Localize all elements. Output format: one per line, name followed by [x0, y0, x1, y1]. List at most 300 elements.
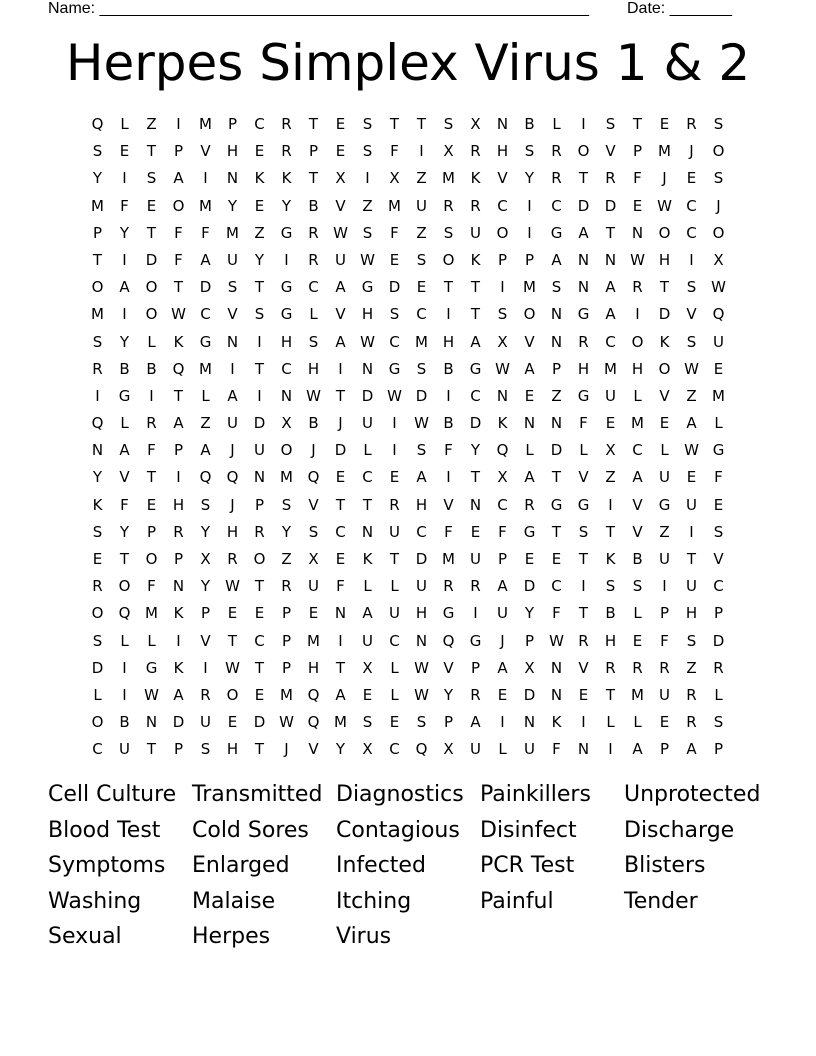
grid-letter[interactable]: M [523, 278, 536, 297]
grid-letter[interactable]: U [227, 414, 238, 433]
grid-letter[interactable]: C [632, 441, 643, 460]
grid-letter[interactable]: B [524, 115, 535, 133]
grid-letter[interactable]: Y [524, 604, 535, 623]
grid-letter[interactable]: G [658, 495, 671, 514]
grid-letter[interactable]: T [173, 278, 184, 297]
grid-letter[interactable]: M [307, 631, 320, 650]
grid-letter[interactable]: O [712, 223, 725, 242]
grid-letter[interactable]: R [92, 359, 103, 378]
grid-letter[interactable]: W [684, 441, 699, 460]
grid-letter[interactable]: T [308, 115, 319, 133]
grid-letter[interactable]: I [122, 685, 127, 704]
grid-letter[interactable]: I [284, 250, 289, 269]
grid-letter[interactable]: C [92, 740, 103, 759]
grid-letter[interactable]: G [145, 658, 158, 677]
grid-letter[interactable]: G [550, 495, 563, 514]
grid-letter[interactable]: S [605, 115, 616, 133]
grid-letter[interactable]: Y [227, 196, 238, 215]
grid-letter[interactable]: C [497, 495, 508, 514]
grid-letter[interactable]: Z [551, 386, 562, 405]
grid-letter[interactable]: L [660, 441, 669, 460]
grid-letter[interactable]: I [122, 658, 127, 677]
grid-letter[interactable]: F [147, 441, 156, 460]
grid-letter[interactable]: A [335, 278, 346, 297]
grid-letter[interactable]: N [253, 468, 266, 487]
grid-letter[interactable]: Y [92, 169, 103, 188]
grid-letter[interactable]: H [415, 604, 428, 623]
grid-letter[interactable]: D [253, 414, 266, 433]
grid-letter[interactable]: L [309, 305, 318, 324]
grid-letter[interactable]: O [253, 550, 266, 568]
grid-letter[interactable]: F [714, 468, 723, 487]
grid-letter[interactable]: Z [416, 169, 427, 188]
grid-letter[interactable]: R [254, 522, 265, 541]
grid-letter[interactable]: P [443, 713, 454, 732]
grid-letter[interactable]: H [496, 142, 509, 161]
grid-letter[interactable]: J [230, 441, 235, 460]
grid-letter[interactable]: Y [200, 522, 211, 541]
grid-letter[interactable]: P [308, 142, 319, 161]
grid-letter[interactable]: F [120, 495, 129, 514]
grid-letter[interactable]: I [689, 522, 694, 541]
grid-letter[interactable]: S [713, 169, 724, 188]
grid-letter[interactable]: V [632, 495, 643, 514]
grid-letter[interactable]: H [442, 332, 455, 351]
grid-letter[interactable]: O [91, 278, 104, 297]
grid-letter[interactable]: E [335, 550, 346, 568]
grid-letter[interactable]: W [711, 278, 726, 297]
grid-letter[interactable]: R [578, 631, 589, 650]
grid-letter[interactable]: K [173, 658, 184, 677]
grid-letter[interactable]: T [254, 740, 265, 759]
grid-letter[interactable]: X [389, 169, 400, 188]
grid-letter[interactable]: T [119, 550, 130, 568]
grid-letter[interactable]: N [577, 250, 590, 269]
grid-letter[interactable]: I [338, 359, 343, 378]
grid-letter[interactable]: S [713, 522, 724, 541]
grid-letter[interactable]: T [254, 577, 265, 596]
grid-letter[interactable]: E [551, 550, 562, 568]
grid-letter[interactable]: T [254, 359, 265, 378]
grid-letter[interactable]: E [335, 468, 346, 487]
grid-letter[interactable]: X [362, 740, 373, 759]
grid-letter[interactable]: S [227, 278, 238, 297]
grid-letter[interactable]: G [577, 386, 590, 405]
grid-letter[interactable]: F [552, 604, 561, 623]
grid-letter[interactable]: S [362, 713, 373, 732]
grid-letter[interactable]: X [281, 414, 292, 433]
grid-letter[interactable]: E [713, 495, 724, 514]
grid-letter[interactable]: A [686, 414, 697, 433]
grid-letter[interactable]: T [146, 740, 157, 759]
grid-letter[interactable]: E [632, 631, 643, 650]
grid-letter[interactable]: B [119, 713, 130, 732]
grid-letter[interactable]: P [713, 740, 724, 759]
grid-letter[interactable]: Q [199, 468, 212, 487]
grid-letter[interactable]: L [363, 441, 372, 460]
grid-letter[interactable]: Q [226, 468, 239, 487]
grid-letter[interactable]: F [444, 441, 453, 460]
grid-letter[interactable]: S [146, 169, 157, 188]
grid-letter[interactable]: C [551, 577, 562, 596]
grid-letter[interactable]: E [659, 115, 670, 133]
grid-letter[interactable]: S [200, 495, 211, 514]
grid-letter[interactable]: I [392, 414, 397, 433]
grid-letter[interactable]: D [604, 196, 617, 215]
grid-letter[interactable]: R [281, 577, 292, 596]
grid-letter[interactable]: A [551, 250, 562, 269]
grid-letter[interactable]: Z [254, 223, 265, 242]
grid-letter[interactable]: O [145, 550, 158, 568]
grid-letter[interactable]: S [524, 142, 535, 161]
grid-letter[interactable]: I [176, 115, 181, 133]
grid-letter[interactable]: W [387, 386, 402, 405]
grid-letter[interactable]: S [308, 522, 319, 541]
grid-letter[interactable]: P [497, 550, 508, 568]
grid-letter[interactable]: K [470, 169, 481, 188]
grid-letter[interactable]: D [415, 386, 428, 405]
grid-letter[interactable]: E [362, 685, 373, 704]
grid-letter[interactable]: R [146, 414, 157, 433]
grid-letter[interactable]: Z [686, 386, 697, 405]
grid-letter[interactable]: T [146, 468, 157, 487]
grid-letter[interactable]: R [200, 685, 211, 704]
grid-letter[interactable]: T [389, 550, 400, 568]
grid-letter[interactable]: Z [659, 522, 670, 541]
grid-letter[interactable]: X [443, 142, 454, 161]
grid-letter[interactable]: Y [119, 223, 130, 242]
grid-letter[interactable]: X [443, 740, 454, 759]
grid-letter[interactable]: K [497, 414, 508, 433]
grid-letter[interactable]: R [470, 685, 481, 704]
grid-letter[interactable]: A [632, 468, 643, 487]
grid-letter[interactable]: I [257, 332, 262, 351]
grid-letter[interactable]: U [362, 631, 373, 650]
grid-letter[interactable]: R [659, 658, 670, 677]
grid-letter[interactable]: E [227, 604, 238, 623]
grid-letter[interactable]: E [632, 196, 643, 215]
grid-letter[interactable]: S [362, 115, 373, 133]
grid-letter[interactable]: W [171, 305, 186, 324]
grid-letter[interactable]: O [712, 142, 725, 161]
grid-letter[interactable]: Q [307, 685, 320, 704]
grid-letter[interactable]: D [91, 658, 104, 677]
grid-letter[interactable]: E [686, 169, 697, 188]
grid-letter[interactable]: Y [281, 196, 292, 215]
grid-letter[interactable]: R [686, 685, 697, 704]
grid-letter[interactable]: H [226, 740, 239, 759]
grid-letter[interactable]: X [713, 250, 724, 269]
grid-letter[interactable]: T [470, 278, 481, 297]
grid-letter[interactable]: I [608, 740, 613, 759]
grid-letter[interactable]: S [362, 223, 373, 242]
grid-letter[interactable]: D [658, 305, 671, 324]
grid-letter[interactable]: B [443, 359, 454, 378]
grid-letter[interactable]: P [146, 522, 157, 541]
grid-letter[interactable]: X [497, 468, 508, 487]
grid-letter[interactable]: V [632, 522, 643, 541]
grid-letter[interactable]: T [335, 386, 346, 405]
grid-letter[interactable]: M [658, 142, 671, 161]
grid-letter[interactable]: F [444, 522, 453, 541]
grid-letter[interactable]: A [605, 278, 616, 297]
grid-letter[interactable]: H [226, 142, 239, 161]
grid-letter[interactable]: L [525, 441, 534, 460]
grid-letter[interactable]: O [442, 250, 455, 269]
grid-letter[interactable]: O [658, 359, 671, 378]
grid-letter[interactable]: O [118, 577, 131, 596]
grid-letter[interactable]: C [200, 305, 211, 324]
grid-letter[interactable]: P [254, 495, 265, 514]
grid-letter[interactable]: I [500, 278, 505, 297]
grid-letter[interactable]: S [443, 223, 454, 242]
grid-letter[interactable]: C [362, 468, 373, 487]
grid-letter[interactable]: I [257, 386, 262, 405]
grid-letter[interactable]: V [578, 658, 589, 677]
grid-letter[interactable]: T [389, 115, 400, 133]
grid-letter[interactable]: S [416, 359, 427, 378]
grid-letter[interactable]: L [120, 414, 129, 433]
grid-letter[interactable]: N [550, 658, 563, 677]
grid-letter[interactable]: X [335, 169, 346, 188]
grid-letter[interactable]: P [470, 658, 481, 677]
grid-letter[interactable]: Z [605, 468, 616, 487]
grid-letter[interactable]: M [442, 550, 455, 568]
grid-letter[interactable]: D [523, 577, 536, 596]
grid-letter[interactable]: V [659, 386, 670, 405]
grid-letter[interactable]: I [473, 604, 478, 623]
grid-letter[interactable]: V [308, 495, 319, 514]
grid-letter[interactable]: Z [281, 550, 292, 568]
grid-letter[interactable]: N [550, 305, 563, 324]
grid-letter[interactable]: E [524, 550, 535, 568]
grid-letter[interactable]: X [470, 115, 481, 133]
grid-letter[interactable]: Q [172, 359, 185, 378]
grid-letter[interactable]: I [365, 169, 370, 188]
grid-letter[interactable]: N [550, 332, 563, 351]
grid-letter[interactable]: N [550, 685, 563, 704]
grid-letter[interactable]: U [416, 196, 427, 215]
grid-letter[interactable]: R [92, 577, 103, 596]
grid-letter[interactable]: I [527, 223, 532, 242]
grid-letter[interactable]: E [470, 522, 481, 541]
grid-letter[interactable]: L [390, 658, 399, 677]
grid-letter[interactable]: Z [146, 115, 157, 133]
grid-letter[interactable]: M [280, 685, 293, 704]
grid-letter[interactable]: U [659, 550, 670, 568]
grid-letter[interactable]: V [443, 658, 454, 677]
grid-letter[interactable]: F [498, 522, 507, 541]
grid-letter[interactable]: W [225, 577, 240, 596]
grid-letter[interactable]: J [689, 142, 694, 161]
grid-letter[interactable]: L [201, 386, 210, 405]
grid-letter[interactable]: N [280, 386, 293, 405]
grid-letter[interactable]: I [176, 631, 181, 650]
grid-letter[interactable]: W [279, 713, 294, 732]
grid-letter[interactable]: U [335, 250, 346, 269]
grid-letter[interactable]: R [443, 196, 454, 215]
grid-letter[interactable]: B [308, 414, 319, 433]
grid-letter[interactable]: F [660, 631, 669, 650]
grid-letter[interactable]: P [551, 359, 562, 378]
grid-letter[interactable]: R [686, 713, 697, 732]
grid-letter[interactable]: S [686, 278, 697, 297]
grid-letter[interactable]: O [226, 685, 239, 704]
grid-letter[interactable]: A [200, 250, 211, 269]
grid-letter[interactable]: F [579, 414, 588, 433]
grid-letter[interactable]: E [389, 250, 400, 269]
grid-letter[interactable]: U [497, 604, 508, 623]
grid-letter[interactable]: X [362, 658, 373, 677]
grid-letter[interactable]: R [389, 495, 400, 514]
grid-letter[interactable]: V [524, 332, 535, 351]
grid-letter[interactable]: V [497, 169, 508, 188]
grid-letter[interactable]: R [470, 142, 481, 161]
grid-letter[interactable]: A [497, 577, 508, 596]
grid-letter[interactable]: N [361, 522, 374, 541]
grid-letter[interactable]: A [200, 441, 211, 460]
grid-letter[interactable]: H [631, 359, 644, 378]
grid-letter[interactable]: V [686, 305, 697, 324]
grid-letter[interactable]: S [551, 278, 562, 297]
grid-letter[interactable]: P [281, 604, 292, 623]
grid-letter[interactable]: A [578, 223, 589, 242]
grid-letter[interactable]: W [225, 658, 240, 677]
grid-letter[interactable]: D [361, 386, 374, 405]
grid-letter[interactable]: E [389, 468, 400, 487]
grid-letter[interactable]: U [686, 495, 697, 514]
grid-letter[interactable]: P [659, 740, 670, 759]
grid-letter[interactable]: U [686, 577, 697, 596]
grid-letter[interactable]: W [684, 359, 699, 378]
grid-letter[interactable]: W [414, 685, 429, 704]
grid-letter[interactable]: M [712, 386, 725, 405]
grid-letter[interactable]: E [524, 386, 535, 405]
grid-letter[interactable]: R [578, 332, 589, 351]
grid-letter[interactable]: H [415, 495, 428, 514]
grid-letter[interactable]: U [389, 604, 400, 623]
grid-letter[interactable]: Y [470, 441, 481, 460]
grid-letter[interactable]: E [146, 495, 157, 514]
grid-letter[interactable]: I [689, 250, 694, 269]
grid-letter[interactable]: H [577, 359, 590, 378]
grid-letter[interactable]: I [446, 468, 451, 487]
grid-letter[interactable]: J [716, 196, 721, 215]
grid-letter[interactable]: I [581, 713, 586, 732]
grid-letter[interactable]: S [605, 577, 616, 596]
grid-letter[interactable]: T [173, 386, 184, 405]
grid-letter[interactable]: T [605, 223, 616, 242]
grid-letter[interactable]: Q [91, 115, 104, 133]
grid-letter[interactable]: V [713, 550, 724, 568]
grid-letter[interactable]: C [281, 359, 292, 378]
grid-letter[interactable]: G [523, 522, 536, 541]
grid-letter[interactable]: R [227, 550, 238, 568]
grid-letter[interactable]: K [470, 250, 481, 269]
grid-letter[interactable]: J [311, 441, 316, 460]
grid-letter[interactable]: E [497, 685, 508, 704]
grid-letter[interactable]: P [713, 604, 724, 623]
grid-letter[interactable]: V [605, 142, 616, 161]
grid-letter[interactable]: B [443, 414, 454, 433]
grid-letter[interactable]: Z [686, 658, 697, 677]
grid-letter[interactable]: V [335, 305, 346, 324]
grid-letter[interactable]: L [363, 577, 372, 596]
grid-letter[interactable]: L [633, 386, 642, 405]
grid-letter[interactable]: A [335, 332, 346, 351]
grid-letter[interactable]: R [551, 142, 562, 161]
grid-letter[interactable]: U [119, 740, 130, 759]
grid-letter[interactable]: C [416, 305, 427, 324]
grid-letter[interactable]: H [226, 522, 239, 541]
grid-letter[interactable]: F [147, 577, 156, 596]
grid-letter[interactable]: P [173, 740, 184, 759]
grid-letter[interactable]: T [551, 468, 562, 487]
grid-letter[interactable]: G [280, 305, 293, 324]
grid-letter[interactable]: R [281, 115, 292, 133]
grid-letter[interactable]: U [659, 468, 670, 487]
grid-letter[interactable]: F [390, 142, 399, 161]
grid-letter[interactable]: T [254, 278, 265, 297]
grid-letter[interactable]: D [415, 550, 428, 568]
grid-letter[interactable]: Z [362, 196, 373, 215]
grid-letter[interactable]: R [713, 658, 724, 677]
grid-letter[interactable]: L [498, 740, 507, 759]
grid-letter[interactable]: T [416, 115, 427, 133]
grid-letter[interactable]: A [119, 441, 130, 460]
grid-letter[interactable]: B [632, 550, 643, 568]
grid-letter[interactable]: I [176, 468, 181, 487]
grid-letter[interactable]: T [605, 522, 616, 541]
grid-letter[interactable]: A [470, 332, 481, 351]
grid-letter[interactable]: N [226, 169, 239, 188]
grid-letter[interactable]: X [308, 550, 319, 568]
grid-letter[interactable]: P [524, 631, 535, 650]
grid-letter[interactable]: D [199, 278, 212, 297]
grid-letter[interactable]: G [361, 278, 374, 297]
grid-letter[interactable]: I [122, 169, 127, 188]
grid-letter[interactable]: N [334, 604, 347, 623]
grid-letter[interactable]: M [91, 305, 104, 324]
grid-letter[interactable]: J [662, 169, 667, 188]
grid-letter[interactable]: W [414, 658, 429, 677]
grid-letter[interactable]: C [308, 278, 319, 297]
grid-letter[interactable]: I [662, 577, 667, 596]
grid-letter[interactable]: N [145, 713, 158, 732]
grid-letter[interactable]: R [605, 658, 616, 677]
grid-letter[interactable]: C [713, 577, 724, 596]
grid-letter[interactable]: A [686, 740, 697, 759]
grid-letter[interactable]: Q [415, 740, 428, 759]
grid-letter[interactable]: D [334, 441, 347, 460]
grid-letter[interactable]: N [577, 278, 590, 297]
grid-letter[interactable]: C [686, 223, 697, 242]
grid-letter[interactable]: O [280, 441, 293, 460]
grid-letter[interactable]: M [388, 196, 401, 215]
grid-letter[interactable]: U [416, 577, 427, 596]
grid-letter[interactable]: I [635, 305, 640, 324]
grid-letter[interactable]: I [581, 115, 586, 133]
grid-letter[interactable]: B [119, 359, 130, 378]
grid-letter[interactable]: P [659, 604, 670, 623]
grid-letter[interactable]: K [362, 550, 373, 568]
grid-letter[interactable]: I [122, 250, 127, 269]
grid-letter[interactable]: A [173, 685, 184, 704]
grid-letter[interactable]: K [281, 169, 292, 188]
grid-letter[interactable]: R [443, 577, 454, 596]
grid-letter[interactable]: G [280, 278, 293, 297]
grid-letter[interactable]: N [172, 577, 185, 596]
